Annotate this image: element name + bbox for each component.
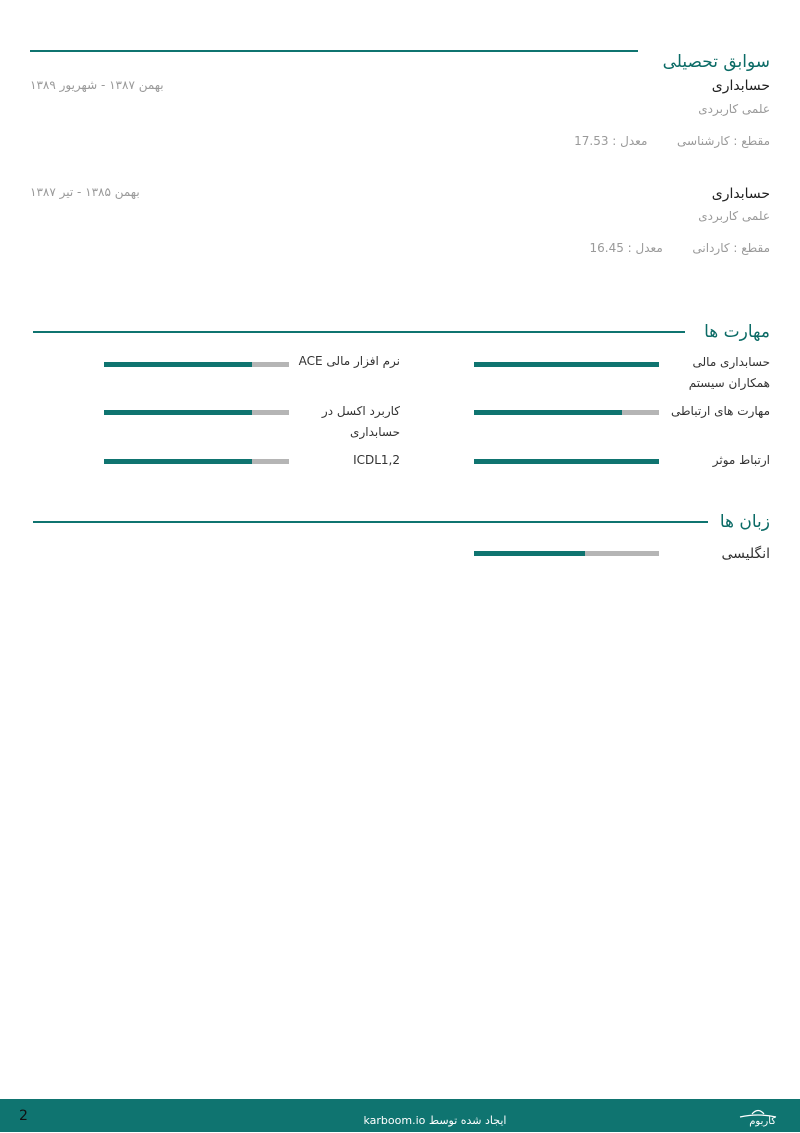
education-field: حسابداری	[711, 186, 770, 202]
logo-text: کاربوم	[749, 1116, 776, 1127]
education-institution: علمی کاربردی	[698, 209, 770, 223]
education-meta	[589, 241, 770, 255]
skill-label: حسابداری مالی همکاران سیستم	[688, 355, 770, 390]
skill-bar-fill	[474, 362, 659, 367]
skill-bar-fill	[104, 459, 252, 464]
education-field: حسابداری	[711, 78, 770, 94]
skills-title: مهارت ها	[704, 322, 770, 342]
education-title: سوابق تحصیلی	[662, 52, 770, 72]
education-gpa: معدل : 16.45	[589, 241, 663, 255]
education-gpa: معدل : 17.53	[574, 134, 648, 148]
skill-bar	[474, 362, 659, 367]
skill-bar-fill	[104, 362, 252, 367]
skills-divider	[33, 331, 685, 333]
language-label: انگلیسی	[721, 546, 770, 562]
skill-bar	[474, 459, 659, 464]
skill-bar	[104, 410, 289, 415]
skill-label: نرم افزار مالی ACE	[298, 354, 400, 368]
footer	[0, 1099, 800, 1132]
education-divider	[30, 50, 638, 52]
footer-credit: ایجاد شده توسط karboom.io	[363, 1114, 507, 1127]
education-meta	[574, 134, 770, 148]
skill-bar	[104, 362, 289, 367]
language-bar	[474, 551, 659, 556]
languages-divider	[33, 521, 708, 523]
page-number: 2	[19, 1108, 28, 1124]
skill-bar-fill	[104, 410, 252, 415]
language-bar-fill	[474, 551, 585, 556]
skill-label: مهارت های ارتباطی	[670, 404, 770, 418]
education-institution: علمی کاربردی	[698, 102, 770, 116]
skill-bar	[104, 459, 289, 464]
languages-title: زبان ها	[719, 512, 770, 532]
skill-bar-fill	[474, 410, 622, 415]
skill-label: کاربرد اکسل در حسابداری	[321, 404, 400, 439]
skill-label: ICDL1,2	[353, 453, 400, 467]
education-degree: مقطع : کاردانی	[692, 241, 770, 255]
education-dates: بهمن ۱۳۸۷ - شهریور ۱۳۸۹	[30, 78, 164, 92]
education-degree: مقطع : کارشناسی	[677, 134, 770, 148]
skill-bar	[474, 410, 659, 415]
skill-bar-fill	[474, 459, 659, 464]
karboom-logo[interactable]	[738, 1107, 778, 1129]
education-dates: بهمن ۱۳۸۵ - تیر ۱۳۸۷	[30, 185, 140, 199]
skill-label: ارتباط موثر	[712, 453, 770, 467]
